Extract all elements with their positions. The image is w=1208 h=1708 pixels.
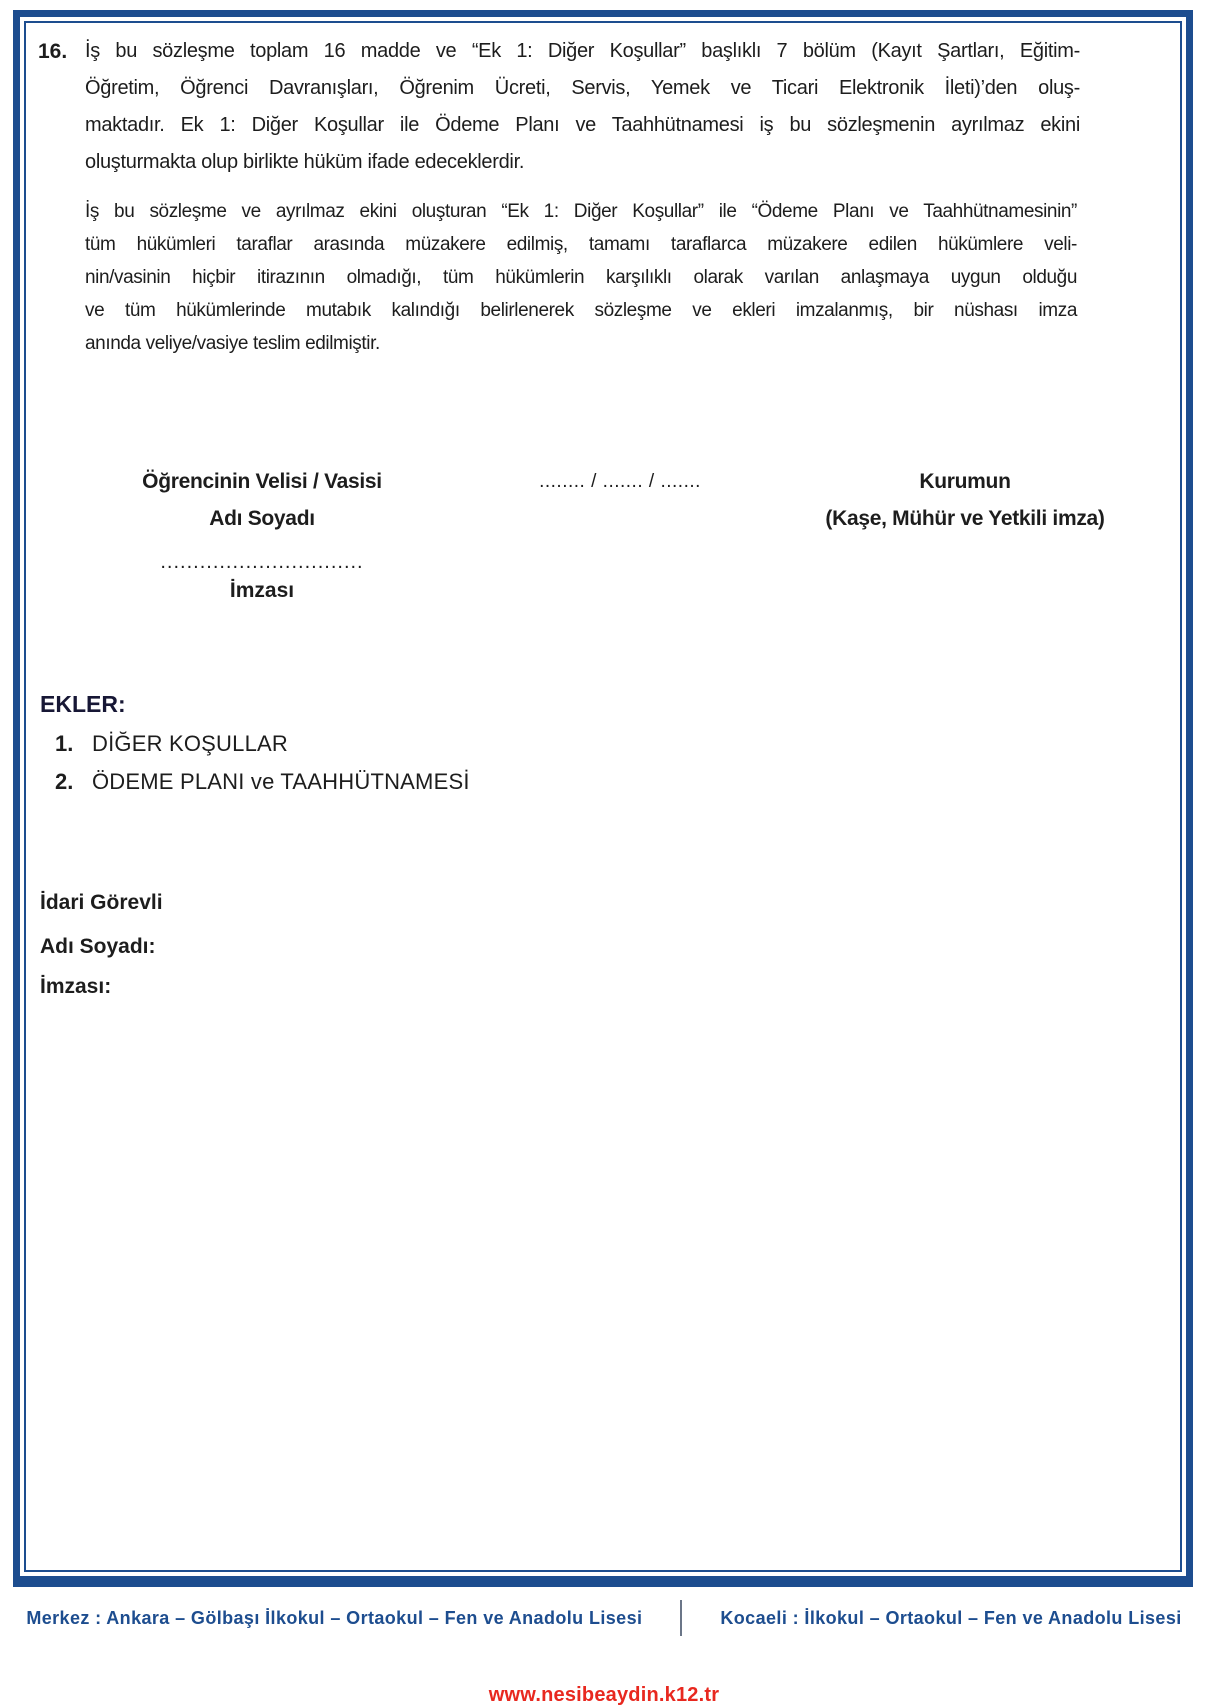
guardian-name-label: Adı Soyadı	[209, 507, 315, 530]
attachment-label: ÖDEME PLANI ve TAAHHÜTNAMESİ	[92, 769, 470, 794]
admin-officer-title: İdari Görevli	[40, 891, 163, 914]
clause-line: Öğretim, Öğrenci Davranışları, Öğrenim Ücreti, Servis, Yemek ve Ticari Elektronik İleti)’den oluş-	[85, 77, 1080, 99]
date-placeholder: ........ / ....... / .......	[539, 471, 701, 492]
guardian-signature-line: ...............................	[160, 551, 364, 573]
closing-line: nin/vasinin hiçbir itirazının olmadığı, tüm hükümlerin karşılıklı olarak varılan anlaşmaya uygun olduğu	[85, 267, 1077, 288]
attachment-number: 2.	[55, 769, 74, 794]
institution-stamp-label: (Kaşe, Mühür ve Yetkili imza)	[825, 507, 1105, 530]
closing-line: tüm hükümleri taraflar arasında müzakere edilmiş, tamamı taraflarca müzakere edilen hükümlere veli-	[85, 234, 1077, 255]
clause-line: maktadır. Ek 1: Diğer Koşullar ile Ödeme Planı ve Taahhütnamesi iş bu sözleşmenin ayrılmaz ekini	[85, 114, 1080, 136]
footer-campus-left: Merkez : Ankara – Gölbaşı İlkokul – Ortaokul – Fen ve Anadolu Lisesi	[26, 1607, 643, 1628]
attachments-heading: EKLER:	[40, 691, 126, 717]
clause-number: 16.	[38, 40, 68, 63]
clause-16	[38, 33, 1082, 181]
closing-paragraph	[85, 195, 1077, 360]
footer-campus-right: Kocaeli : İlkokul – Ortaokul – Fen ve Anadolu Lisesi	[720, 1607, 1182, 1628]
clause-text	[85, 33, 1080, 181]
closing-line: ve tüm hükümlerinde mutabık kalındığı belirlenerek sözleşme ve ekleri imzalanmış, bir nüshası imza	[85, 300, 1077, 321]
document-border	[13, 10, 1193, 1587]
footer-divider	[680, 1600, 682, 1636]
closing-line: anında veliye/vasiye teslim edilmiştir.	[85, 333, 380, 354]
footer-website-url: www.nesibeaydin.k12.tr	[488, 1684, 720, 1706]
guardian-signature-block	[26, 463, 498, 537]
document-inner-border	[24, 21, 1182, 1572]
date-field	[470, 467, 770, 497]
attachment-label: DİĞER KOŞULLAR	[92, 731, 288, 756]
closing-line: İş bu sözleşme ve ayrılmaz ekini oluşturan “Ek 1: Diğer Koşullar” ile “Ödeme Planı ve Taahhütnamesinin”	[85, 201, 1077, 222]
admin-officer-name-label: Adı Soyadı:	[40, 935, 156, 958]
admin-officer-signature-label: İmzası:	[40, 975, 112, 998]
clause-line: oluşturmakta olup birlikte hüküm ifade edeceklerdir.	[85, 151, 525, 173]
guardian-signature-label: İmzası	[229, 579, 295, 602]
contract-page-content	[26, 23, 1180, 1570]
attachment-item	[55, 769, 470, 795]
institution-title: Kurumun	[919, 470, 1011, 493]
footer-campus-row	[0, 1600, 1208, 1636]
institution-signature-block	[765, 463, 1165, 537]
attachment-item	[55, 731, 288, 757]
clause-line: İş bu sözleşme toplam 16 madde ve “Ek 1: Diğer Koşullar” başlıklı 7 bölüm (Kayıt Şartları, Eğitim-	[85, 40, 1080, 62]
attachment-number: 1.	[55, 731, 74, 756]
guardian-title: Öğrencinin Velisi / Vasisi	[142, 470, 382, 493]
